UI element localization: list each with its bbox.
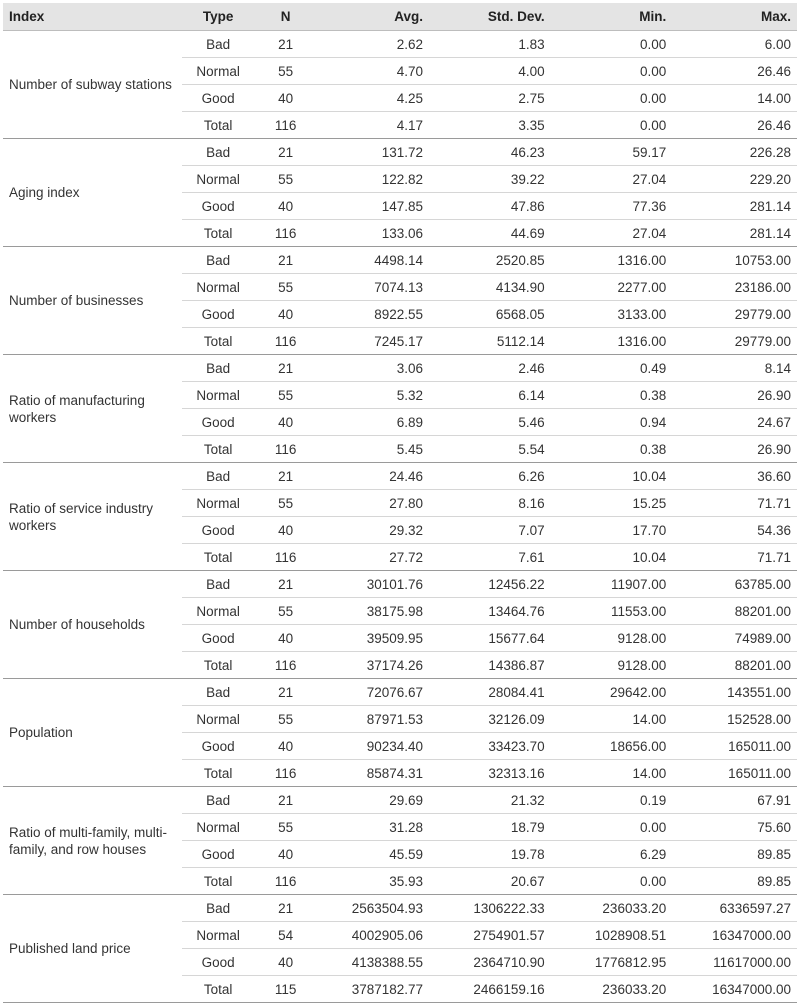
avg-cell: 87971.53 <box>317 706 429 733</box>
std-dev-cell: 32126.09 <box>429 706 551 733</box>
header-n: N <box>254 3 316 31</box>
type-cell: Bad <box>182 355 255 382</box>
n-cell: 21 <box>254 895 316 922</box>
max-cell: 26.46 <box>672 112 797 139</box>
std-dev-cell: 2466159.16 <box>429 976 551 1003</box>
max-cell: 281.14 <box>672 220 797 247</box>
avg-cell: 29.32 <box>317 517 429 544</box>
avg-cell: 3.06 <box>317 355 429 382</box>
n-cell: 21 <box>254 787 316 814</box>
avg-cell: 131.72 <box>317 139 429 166</box>
n-cell: 55 <box>254 490 316 517</box>
table-row <box>3 679 797 706</box>
n-cell: 21 <box>254 355 316 382</box>
max-cell: 26.90 <box>672 382 797 409</box>
std-dev-cell: 39.22 <box>429 166 551 193</box>
std-dev-cell: 1.83 <box>429 31 551 58</box>
index-cell: Published land price <box>3 895 182 1003</box>
type-cell: Normal <box>182 706 255 733</box>
n-cell: 55 <box>254 598 316 625</box>
avg-cell: 72076.67 <box>317 679 429 706</box>
std-dev-cell: 2364710.90 <box>429 949 551 976</box>
table-body <box>3 31 797 1003</box>
min-cell: 17.70 <box>551 517 673 544</box>
n-cell: 116 <box>254 436 316 463</box>
index-cell: Number of households <box>3 571 182 679</box>
avg-cell: 37174.26 <box>317 652 429 679</box>
n-cell: 21 <box>254 463 316 490</box>
n-cell: 40 <box>254 841 316 868</box>
avg-cell: 4498.14 <box>317 247 429 274</box>
std-dev-cell: 6568.05 <box>429 301 551 328</box>
avg-cell: 2563504.93 <box>317 895 429 922</box>
avg-cell: 29.69 <box>317 787 429 814</box>
std-dev-cell: 6.14 <box>429 382 551 409</box>
min-cell: 1028908.51 <box>551 922 673 949</box>
max-cell: 10753.00 <box>672 247 797 274</box>
std-dev-cell: 13464.76 <box>429 598 551 625</box>
type-cell: Good <box>182 733 255 760</box>
header-index: Index <box>3 3 182 31</box>
std-dev-cell: 20.67 <box>429 868 551 895</box>
min-cell: 0.00 <box>551 868 673 895</box>
std-dev-cell: 2754901.57 <box>429 922 551 949</box>
avg-cell: 8922.55 <box>317 301 429 328</box>
n-cell: 116 <box>254 220 316 247</box>
type-cell: Bad <box>182 247 255 274</box>
n-cell: 21 <box>254 31 316 58</box>
min-cell: 10.04 <box>551 544 673 571</box>
n-cell: 40 <box>254 733 316 760</box>
max-cell: 143551.00 <box>672 679 797 706</box>
type-cell: Total <box>182 544 255 571</box>
std-dev-cell: 4134.90 <box>429 274 551 301</box>
type-cell: Bad <box>182 571 255 598</box>
max-cell: 54.36 <box>672 517 797 544</box>
type-cell: Total <box>182 868 255 895</box>
type-cell: Total <box>182 760 255 787</box>
min-cell: 0.00 <box>551 85 673 112</box>
header-avg: Avg. <box>317 3 429 31</box>
max-cell: 6336597.27 <box>672 895 797 922</box>
min-cell: 0.38 <box>551 382 673 409</box>
type-cell: Good <box>182 409 255 436</box>
header-std-dev: Std. Dev. <box>429 3 551 31</box>
std-dev-cell: 7.61 <box>429 544 551 571</box>
std-dev-cell: 4.00 <box>429 58 551 85</box>
avg-cell: 4138388.55 <box>317 949 429 976</box>
type-cell: Total <box>182 220 255 247</box>
max-cell: 89.85 <box>672 868 797 895</box>
n-cell: 40 <box>254 409 316 436</box>
type-cell: Normal <box>182 274 255 301</box>
std-dev-cell: 44.69 <box>429 220 551 247</box>
std-dev-cell: 32313.16 <box>429 760 551 787</box>
n-cell: 21 <box>254 247 316 274</box>
type-cell: Good <box>182 85 255 112</box>
n-cell: 55 <box>254 58 316 85</box>
min-cell: 77.36 <box>551 193 673 220</box>
index-cell: Ratio of manufacturing workers <box>3 355 182 463</box>
avg-cell: 31.28 <box>317 814 429 841</box>
max-cell: 29779.00 <box>672 301 797 328</box>
avg-cell: 147.85 <box>317 193 429 220</box>
avg-cell: 38175.98 <box>317 598 429 625</box>
avg-cell: 133.06 <box>317 220 429 247</box>
n-cell: 55 <box>254 706 316 733</box>
table-row <box>3 31 797 58</box>
min-cell: 3133.00 <box>551 301 673 328</box>
n-cell: 116 <box>254 760 316 787</box>
std-dev-cell: 46.23 <box>429 139 551 166</box>
type-cell: Good <box>182 625 255 652</box>
table-row <box>3 355 797 382</box>
type-cell: Good <box>182 301 255 328</box>
std-dev-cell: 5112.14 <box>429 328 551 355</box>
type-cell: Bad <box>182 31 255 58</box>
type-cell: Normal <box>182 598 255 625</box>
index-cell: Ratio of service industry workers <box>3 463 182 571</box>
max-cell: 24.67 <box>672 409 797 436</box>
n-cell: 116 <box>254 544 316 571</box>
max-cell: 281.14 <box>672 193 797 220</box>
n-cell: 21 <box>254 139 316 166</box>
std-dev-cell: 2520.85 <box>429 247 551 274</box>
max-cell: 89.85 <box>672 841 797 868</box>
header-type: Type <box>182 3 255 31</box>
type-cell: Normal <box>182 58 255 85</box>
table-row <box>3 247 797 274</box>
max-cell: 26.90 <box>672 436 797 463</box>
header-max: Max. <box>672 3 797 31</box>
n-cell: 40 <box>254 625 316 652</box>
min-cell: 0.00 <box>551 58 673 85</box>
min-cell: 6.29 <box>551 841 673 868</box>
std-dev-cell: 5.54 <box>429 436 551 463</box>
n-cell: 55 <box>254 166 316 193</box>
type-cell: Bad <box>182 895 255 922</box>
table-row <box>3 139 797 166</box>
std-dev-cell: 47.86 <box>429 193 551 220</box>
type-cell: Bad <box>182 463 255 490</box>
type-cell: Total <box>182 976 255 1003</box>
type-cell: Normal <box>182 166 255 193</box>
min-cell: 0.00 <box>551 814 673 841</box>
type-cell: Good <box>182 193 255 220</box>
max-cell: 26.46 <box>672 58 797 85</box>
type-cell: Bad <box>182 679 255 706</box>
n-cell: 40 <box>254 949 316 976</box>
min-cell: 59.17 <box>551 139 673 166</box>
std-dev-cell: 6.26 <box>429 463 551 490</box>
min-cell: 2277.00 <box>551 274 673 301</box>
min-cell: 236033.20 <box>551 895 673 922</box>
min-cell: 18656.00 <box>551 733 673 760</box>
avg-cell: 45.59 <box>317 841 429 868</box>
min-cell: 0.19 <box>551 787 673 814</box>
avg-cell: 35.93 <box>317 868 429 895</box>
type-cell: Good <box>182 949 255 976</box>
n-cell: 54 <box>254 922 316 949</box>
max-cell: 165011.00 <box>672 733 797 760</box>
avg-cell: 7074.13 <box>317 274 429 301</box>
min-cell: 0.94 <box>551 409 673 436</box>
type-cell: Bad <box>182 787 255 814</box>
n-cell: 21 <box>254 679 316 706</box>
n-cell: 55 <box>254 382 316 409</box>
index-cell: Number of businesses <box>3 247 182 355</box>
header-row <box>3 3 797 31</box>
n-cell: 40 <box>254 301 316 328</box>
min-cell: 11553.00 <box>551 598 673 625</box>
table-row <box>3 463 797 490</box>
max-cell: 165011.00 <box>672 760 797 787</box>
avg-cell: 5.45 <box>317 436 429 463</box>
avg-cell: 85874.31 <box>317 760 429 787</box>
std-dev-cell: 2.75 <box>429 85 551 112</box>
type-cell: Total <box>182 112 255 139</box>
max-cell: 88201.00 <box>672 598 797 625</box>
type-cell: Total <box>182 436 255 463</box>
index-cell: Aging index <box>3 139 182 247</box>
type-cell: Normal <box>182 490 255 517</box>
max-cell: 74989.00 <box>672 625 797 652</box>
type-cell: Total <box>182 328 255 355</box>
max-cell: 71.71 <box>672 490 797 517</box>
header-min: Min. <box>551 3 673 31</box>
min-cell: 1776812.95 <box>551 949 673 976</box>
std-dev-cell: 5.46 <box>429 409 551 436</box>
avg-cell: 4.70 <box>317 58 429 85</box>
max-cell: 152528.00 <box>672 706 797 733</box>
avg-cell: 4.17 <box>317 112 429 139</box>
n-cell: 40 <box>254 193 316 220</box>
n-cell: 116 <box>254 868 316 895</box>
table-row <box>3 571 797 598</box>
avg-cell: 39509.95 <box>317 625 429 652</box>
std-dev-cell: 1306222.33 <box>429 895 551 922</box>
max-cell: 63785.00 <box>672 571 797 598</box>
min-cell: 236033.20 <box>551 976 673 1003</box>
type-cell: Normal <box>182 922 255 949</box>
avg-cell: 30101.76 <box>317 571 429 598</box>
max-cell: 88201.00 <box>672 652 797 679</box>
min-cell: 0.00 <box>551 112 673 139</box>
std-dev-cell: 7.07 <box>429 517 551 544</box>
n-cell: 116 <box>254 328 316 355</box>
max-cell: 8.14 <box>672 355 797 382</box>
statistics-table <box>3 3 797 1003</box>
n-cell: 116 <box>254 112 316 139</box>
type-cell: Normal <box>182 382 255 409</box>
avg-cell: 122.82 <box>317 166 429 193</box>
avg-cell: 4.25 <box>317 85 429 112</box>
type-cell: Bad <box>182 139 255 166</box>
min-cell: 9128.00 <box>551 652 673 679</box>
std-dev-cell: 14386.87 <box>429 652 551 679</box>
max-cell: 36.60 <box>672 463 797 490</box>
max-cell: 67.91 <box>672 787 797 814</box>
n-cell: 115 <box>254 976 316 1003</box>
max-cell: 29779.00 <box>672 328 797 355</box>
type-cell: Good <box>182 841 255 868</box>
avg-cell: 27.72 <box>317 544 429 571</box>
std-dev-cell: 15677.64 <box>429 625 551 652</box>
avg-cell: 27.80 <box>317 490 429 517</box>
min-cell: 11907.00 <box>551 571 673 598</box>
max-cell: 16347000.00 <box>672 922 797 949</box>
min-cell: 27.04 <box>551 166 673 193</box>
n-cell: 21 <box>254 571 316 598</box>
max-cell: 229.20 <box>672 166 797 193</box>
max-cell: 11617000.00 <box>672 949 797 976</box>
min-cell: 14.00 <box>551 760 673 787</box>
max-cell: 14.00 <box>672 85 797 112</box>
n-cell: 55 <box>254 274 316 301</box>
avg-cell: 24.46 <box>317 463 429 490</box>
table-row <box>3 787 797 814</box>
min-cell: 1316.00 <box>551 247 673 274</box>
n-cell: 116 <box>254 652 316 679</box>
index-cell: Ratio of multi-family, multi-family, and row houses <box>3 787 182 895</box>
std-dev-cell: 28084.41 <box>429 679 551 706</box>
avg-cell: 5.32 <box>317 382 429 409</box>
max-cell: 23186.00 <box>672 274 797 301</box>
std-dev-cell: 19.78 <box>429 841 551 868</box>
avg-cell: 3787182.77 <box>317 976 429 1003</box>
index-cell: Number of subway stations <box>3 31 182 139</box>
min-cell: 10.04 <box>551 463 673 490</box>
max-cell: 6.00 <box>672 31 797 58</box>
avg-cell: 2.62 <box>317 31 429 58</box>
type-cell: Good <box>182 517 255 544</box>
n-cell: 40 <box>254 85 316 112</box>
avg-cell: 6.89 <box>317 409 429 436</box>
min-cell: 27.04 <box>551 220 673 247</box>
min-cell: 0.00 <box>551 31 673 58</box>
std-dev-cell: 2.46 <box>429 355 551 382</box>
avg-cell: 7245.17 <box>317 328 429 355</box>
min-cell: 14.00 <box>551 706 673 733</box>
min-cell: 9128.00 <box>551 625 673 652</box>
std-dev-cell: 21.32 <box>429 787 551 814</box>
n-cell: 40 <box>254 517 316 544</box>
avg-cell: 90234.40 <box>317 733 429 760</box>
min-cell: 29642.00 <box>551 679 673 706</box>
max-cell: 75.60 <box>672 814 797 841</box>
max-cell: 71.71 <box>672 544 797 571</box>
min-cell: 1316.00 <box>551 328 673 355</box>
max-cell: 16347000.00 <box>672 976 797 1003</box>
table-row <box>3 895 797 922</box>
type-cell: Normal <box>182 814 255 841</box>
min-cell: 0.49 <box>551 355 673 382</box>
std-dev-cell: 33423.70 <box>429 733 551 760</box>
std-dev-cell: 3.35 <box>429 112 551 139</box>
type-cell: Total <box>182 652 255 679</box>
min-cell: 0.38 <box>551 436 673 463</box>
index-cell: Population <box>3 679 182 787</box>
min-cell: 15.25 <box>551 490 673 517</box>
max-cell: 226.28 <box>672 139 797 166</box>
std-dev-cell: 12456.22 <box>429 571 551 598</box>
n-cell: 55 <box>254 814 316 841</box>
std-dev-cell: 8.16 <box>429 490 551 517</box>
avg-cell: 4002905.06 <box>317 922 429 949</box>
std-dev-cell: 18.79 <box>429 814 551 841</box>
